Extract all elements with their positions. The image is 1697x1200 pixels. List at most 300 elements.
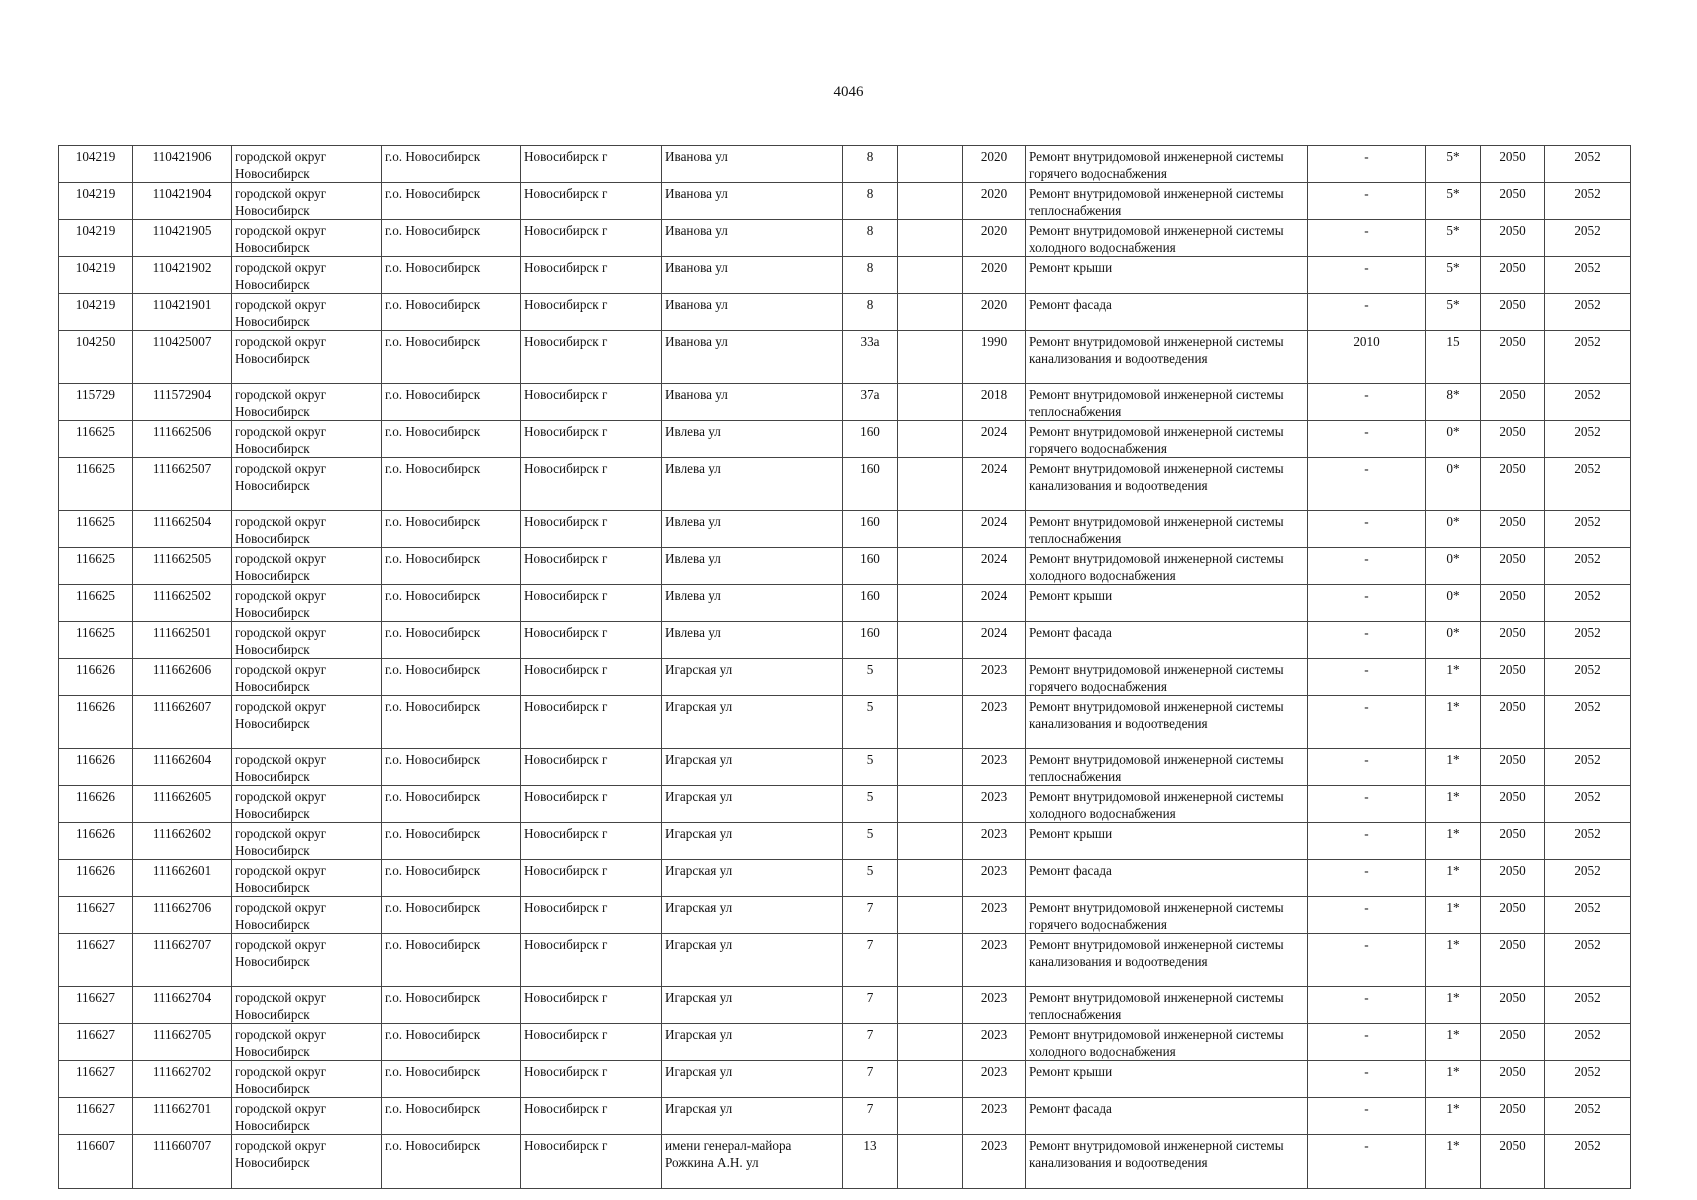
settlement-cell: Новосибирск г [521, 257, 662, 294]
object-id-cell: 116626 [59, 696, 133, 749]
value-cell: 8* [1426, 384, 1481, 421]
table-row [59, 659, 1631, 696]
table-row [59, 548, 1631, 585]
building-cell [898, 860, 963, 897]
street-cell: имени генерал-майора Рожкина А.Н. ул [662, 1135, 843, 1189]
municipality-cell: городской округ Новосибирск [232, 934, 382, 987]
last-repair-year-cell: - [1308, 1098, 1426, 1135]
planned-end-cell: 2052 [1545, 421, 1631, 458]
building-cell [898, 659, 963, 696]
street-cell: Игарская ул [662, 1061, 843, 1098]
planned-start-cell: 2050 [1481, 421, 1545, 458]
build-year-cell: 2020 [963, 220, 1026, 257]
work-type-cell: Ремонт внутридомовой инженерной системы холодного водоснабжения [1026, 1024, 1308, 1061]
house-number-cell: 7 [843, 1061, 898, 1098]
work-type-cell: Ремонт внутридомовой инженерной системы теплоснабжения [1026, 749, 1308, 786]
value-cell: 5* [1426, 146, 1481, 183]
value-cell: 5* [1426, 183, 1481, 220]
object-id-cell: 104250 [59, 331, 133, 384]
planned-start-cell: 2050 [1481, 1098, 1545, 1135]
building-cell [898, 146, 963, 183]
district-cell: г.о. Новосибирск [382, 749, 521, 786]
work-id-cell: 111662707 [133, 934, 232, 987]
object-id-cell: 116625 [59, 511, 133, 548]
municipality-cell: городской округ Новосибирск [232, 384, 382, 421]
house-number-cell: 5 [843, 696, 898, 749]
settlement-cell: Новосибирск г [521, 458, 662, 511]
municipality-cell: городской округ Новосибирск [232, 421, 382, 458]
planned-end-cell: 2052 [1545, 183, 1631, 220]
last-repair-year-cell: - [1308, 1135, 1426, 1189]
last-repair-year-cell: - [1308, 220, 1426, 257]
table-body [59, 146, 1631, 1189]
value-cell: 1* [1426, 786, 1481, 823]
last-repair-year-cell: - [1308, 294, 1426, 331]
planned-end-cell: 2052 [1545, 622, 1631, 659]
work-type-cell: Ремонт внутридомовой инженерной системы холодного водоснабжения [1026, 548, 1308, 585]
building-cell [898, 458, 963, 511]
house-number-cell: 33а [843, 331, 898, 384]
build-year-cell: 2023 [963, 897, 1026, 934]
planned-end-cell: 2052 [1545, 585, 1631, 622]
municipality-cell: городской округ Новосибирск [232, 458, 382, 511]
settlement-cell: Новосибирск г [521, 1135, 662, 1189]
street-cell: Ивлева ул [662, 421, 843, 458]
house-number-cell: 13 [843, 1135, 898, 1189]
value-cell: 0* [1426, 421, 1481, 458]
work-id-cell: 111660707 [133, 1135, 232, 1189]
district-cell: г.о. Новосибирск [382, 511, 521, 548]
district-cell: г.о. Новосибирск [382, 1135, 521, 1189]
value-cell: 15 [1426, 331, 1481, 384]
work-id-cell: 111662704 [133, 987, 232, 1024]
planned-start-cell: 2050 [1481, 1061, 1545, 1098]
build-year-cell: 1990 [963, 331, 1026, 384]
settlement-cell: Новосибирск г [521, 1098, 662, 1135]
table-row [59, 257, 1631, 294]
object-id-cell: 116607 [59, 1135, 133, 1189]
municipality-cell: городской округ Новосибирск [232, 183, 382, 220]
planned-end-cell: 2052 [1545, 548, 1631, 585]
object-id-cell: 116625 [59, 458, 133, 511]
street-cell: Ивлева ул [662, 511, 843, 548]
street-cell: Ивлева ул [662, 585, 843, 622]
object-id-cell: 116627 [59, 1061, 133, 1098]
street-cell: Иванова ул [662, 257, 843, 294]
building-cell [898, 823, 963, 860]
settlement-cell: Новосибирск г [521, 384, 662, 421]
object-id-cell: 115729 [59, 384, 133, 421]
municipality-cell: городской округ Новосибирск [232, 585, 382, 622]
value-cell: 1* [1426, 1024, 1481, 1061]
work-id-cell: 111662607 [133, 696, 232, 749]
street-cell: Игарская ул [662, 860, 843, 897]
planned-end-cell: 2052 [1545, 294, 1631, 331]
settlement-cell: Новосибирск г [521, 786, 662, 823]
work-type-cell: Ремонт внутридомовой инженерной системы холодного водоснабжения [1026, 786, 1308, 823]
planned-end-cell: 2052 [1545, 897, 1631, 934]
building-cell [898, 934, 963, 987]
planned-start-cell: 2050 [1481, 823, 1545, 860]
planned-start-cell: 2050 [1481, 257, 1545, 294]
street-cell: Ивлева ул [662, 548, 843, 585]
last-repair-year-cell: - [1308, 934, 1426, 987]
district-cell: г.о. Новосибирск [382, 696, 521, 749]
value-cell: 1* [1426, 749, 1481, 786]
street-cell: Ивлева ул [662, 622, 843, 659]
planned-start-cell: 2050 [1481, 183, 1545, 220]
planned-end-cell: 2052 [1545, 1135, 1631, 1189]
district-cell: г.о. Новосибирск [382, 659, 521, 696]
settlement-cell: Новосибирск г [521, 421, 662, 458]
street-cell: Иванова ул [662, 220, 843, 257]
planned-end-cell: 2052 [1545, 749, 1631, 786]
planned-start-cell: 2050 [1481, 146, 1545, 183]
table-row [59, 934, 1631, 987]
build-year-cell: 2024 [963, 622, 1026, 659]
work-type-cell: Ремонт фасада [1026, 294, 1308, 331]
settlement-cell: Новосибирск г [521, 934, 662, 987]
table-row [59, 511, 1631, 548]
planned-end-cell: 2052 [1545, 331, 1631, 384]
settlement-cell: Новосибирск г [521, 696, 662, 749]
build-year-cell: 2023 [963, 786, 1026, 823]
street-cell: Иванова ул [662, 294, 843, 331]
build-year-cell: 2023 [963, 934, 1026, 987]
house-number-cell: 7 [843, 1024, 898, 1061]
municipality-cell: городской округ Новосибирск [232, 1061, 382, 1098]
work-id-cell: 111662504 [133, 511, 232, 548]
table-row [59, 183, 1631, 220]
building-cell [898, 585, 963, 622]
street-cell: Игарская ул [662, 659, 843, 696]
build-year-cell: 2023 [963, 860, 1026, 897]
planned-end-cell: 2052 [1545, 220, 1631, 257]
street-cell: Ивлева ул [662, 458, 843, 511]
value-cell: 0* [1426, 511, 1481, 548]
municipality-cell: городской округ Новосибирск [232, 622, 382, 659]
last-repair-year-cell: - [1308, 659, 1426, 696]
house-number-cell: 160 [843, 458, 898, 511]
building-cell [898, 220, 963, 257]
municipality-cell: городской округ Новосибирск [232, 786, 382, 823]
planned-start-cell: 2050 [1481, 294, 1545, 331]
planned-end-cell: 2052 [1545, 823, 1631, 860]
district-cell: г.о. Новосибирск [382, 987, 521, 1024]
last-repair-year-cell: - [1308, 823, 1426, 860]
planned-end-cell: 2052 [1545, 659, 1631, 696]
planned-start-cell: 2050 [1481, 331, 1545, 384]
planned-start-cell: 2050 [1481, 696, 1545, 749]
value-cell: 1* [1426, 934, 1481, 987]
build-year-cell: 2024 [963, 585, 1026, 622]
municipality-cell: городской округ Новосибирск [232, 749, 382, 786]
settlement-cell: Новосибирск г [521, 897, 662, 934]
planned-end-cell: 2052 [1545, 987, 1631, 1024]
settlement-cell: Новосибирск г [521, 331, 662, 384]
planned-end-cell: 2052 [1545, 384, 1631, 421]
build-year-cell: 2020 [963, 183, 1026, 220]
object-id-cell: 116625 [59, 548, 133, 585]
settlement-cell: Новосибирск г [521, 548, 662, 585]
district-cell: г.о. Новосибирск [382, 458, 521, 511]
building-cell [898, 548, 963, 585]
settlement-cell: Новосибирск г [521, 749, 662, 786]
build-year-cell: 2023 [963, 696, 1026, 749]
municipality-cell: городской округ Новосибирск [232, 548, 382, 585]
district-cell: г.о. Новосибирск [382, 384, 521, 421]
value-cell: 5* [1426, 257, 1481, 294]
district-cell: г.о. Новосибирск [382, 823, 521, 860]
planned-start-cell: 2050 [1481, 987, 1545, 1024]
object-id-cell: 116627 [59, 1024, 133, 1061]
house-number-cell: 8 [843, 257, 898, 294]
last-repair-year-cell: - [1308, 585, 1426, 622]
work-type-cell: Ремонт крыши [1026, 585, 1308, 622]
street-cell: Иванова ул [662, 146, 843, 183]
work-id-cell: 111662706 [133, 897, 232, 934]
table-row [59, 294, 1631, 331]
district-cell: г.о. Новосибирск [382, 146, 521, 183]
work-type-cell: Ремонт крыши [1026, 257, 1308, 294]
district-cell: г.о. Новосибирск [382, 257, 521, 294]
object-id-cell: 116625 [59, 421, 133, 458]
house-number-cell: 160 [843, 622, 898, 659]
table-row [59, 331, 1631, 384]
object-id-cell: 104219 [59, 220, 133, 257]
last-repair-year-cell: - [1308, 384, 1426, 421]
build-year-cell: 2023 [963, 1024, 1026, 1061]
district-cell: г.о. Новосибирск [382, 622, 521, 659]
object-id-cell: 104219 [59, 294, 133, 331]
planned-end-cell: 2052 [1545, 934, 1631, 987]
district-cell: г.о. Новосибирск [382, 1061, 521, 1098]
last-repair-year-cell: - [1308, 749, 1426, 786]
work-id-cell: 110425007 [133, 331, 232, 384]
table-row [59, 1098, 1631, 1135]
last-repair-year-cell: - [1308, 421, 1426, 458]
object-id-cell: 116626 [59, 786, 133, 823]
planned-start-cell: 2050 [1481, 659, 1545, 696]
work-type-cell: Ремонт внутридомовой инженерной системы теплоснабжения [1026, 987, 1308, 1024]
table-row [59, 220, 1631, 257]
build-year-cell: 2023 [963, 1098, 1026, 1135]
building-cell [898, 749, 963, 786]
value-cell: 5* [1426, 294, 1481, 331]
object-id-cell: 104219 [59, 146, 133, 183]
work-id-cell: 111662501 [133, 622, 232, 659]
value-cell: 0* [1426, 548, 1481, 585]
building-cell [898, 987, 963, 1024]
work-type-cell: Ремонт фасада [1026, 860, 1308, 897]
municipality-cell: городской округ Новосибирск [232, 220, 382, 257]
build-year-cell: 2020 [963, 294, 1026, 331]
table-row [59, 1061, 1631, 1098]
municipality-cell: городской округ Новосибирск [232, 146, 382, 183]
last-repair-year-cell: - [1308, 146, 1426, 183]
work-id-cell: 111662505 [133, 548, 232, 585]
planned-start-cell: 2050 [1481, 1024, 1545, 1061]
last-repair-year-cell: - [1308, 548, 1426, 585]
street-cell: Игарская ул [662, 749, 843, 786]
page-number: 4046 [833, 84, 864, 100]
planned-end-cell: 2052 [1545, 1061, 1631, 1098]
house-number-cell: 5 [843, 823, 898, 860]
house-number-cell: 8 [843, 183, 898, 220]
building-cell [898, 786, 963, 823]
object-id-cell: 116627 [59, 897, 133, 934]
work-id-cell: 111662705 [133, 1024, 232, 1061]
work-id-cell: 111662702 [133, 1061, 232, 1098]
planned-end-cell: 2052 [1545, 1024, 1631, 1061]
municipality-cell: городской округ Новосибирск [232, 257, 382, 294]
value-cell: 1* [1426, 987, 1481, 1024]
district-cell: г.о. Новосибирск [382, 220, 521, 257]
planned-end-cell: 2052 [1545, 511, 1631, 548]
building-cell [898, 696, 963, 749]
last-repair-year-cell: 2010 [1308, 331, 1426, 384]
table-row [59, 622, 1631, 659]
work-type-cell: Ремонт крыши [1026, 1061, 1308, 1098]
planned-end-cell: 2052 [1545, 458, 1631, 511]
object-id-cell: 116626 [59, 659, 133, 696]
district-cell: г.о. Новосибирск [382, 421, 521, 458]
work-id-cell: 110421904 [133, 183, 232, 220]
work-type-cell: Ремонт внутридомовой инженерной системы горячего водоснабжения [1026, 421, 1308, 458]
work-type-cell: Ремонт внутридомовой инженерной системы канализования и водоотведения [1026, 331, 1308, 384]
settlement-cell: Новосибирск г [521, 146, 662, 183]
last-repair-year-cell: - [1308, 1024, 1426, 1061]
work-type-cell: Ремонт внутридомовой инженерной системы горячего водоснабжения [1026, 659, 1308, 696]
municipality-cell: городской округ Новосибирск [232, 897, 382, 934]
building-cell [898, 1098, 963, 1135]
planned-start-cell: 2050 [1481, 585, 1545, 622]
house-number-cell: 37а [843, 384, 898, 421]
planned-end-cell: 2052 [1545, 257, 1631, 294]
object-id-cell: 116627 [59, 987, 133, 1024]
planned-start-cell: 2050 [1481, 458, 1545, 511]
work-id-cell: 111662701 [133, 1098, 232, 1135]
planned-start-cell: 2050 [1481, 934, 1545, 987]
work-id-cell: 111662506 [133, 421, 232, 458]
work-id-cell: 111662507 [133, 458, 232, 511]
house-number-cell: 7 [843, 897, 898, 934]
street-cell: Игарская ул [662, 696, 843, 749]
work-id-cell: 110421906 [133, 146, 232, 183]
building-cell [898, 1061, 963, 1098]
planned-start-cell: 2050 [1481, 786, 1545, 823]
planned-start-cell: 2050 [1481, 622, 1545, 659]
build-year-cell: 2023 [963, 823, 1026, 860]
planned-start-cell: 2050 [1481, 897, 1545, 934]
table-row [59, 458, 1631, 511]
street-cell: Иванова ул [662, 183, 843, 220]
street-cell: Игарская ул [662, 823, 843, 860]
table-row [59, 823, 1631, 860]
street-cell: Игарская ул [662, 987, 843, 1024]
municipality-cell: городской округ Новосибирск [232, 823, 382, 860]
build-year-cell: 2024 [963, 548, 1026, 585]
settlement-cell: Новосибирск г [521, 823, 662, 860]
table-row [59, 585, 1631, 622]
settlement-cell: Новосибирск г [521, 183, 662, 220]
building-cell [898, 1135, 963, 1189]
value-cell: 5* [1426, 220, 1481, 257]
last-repair-year-cell: - [1308, 786, 1426, 823]
settlement-cell: Новосибирск г [521, 220, 662, 257]
district-cell: г.о. Новосибирск [382, 897, 521, 934]
house-number-cell: 5 [843, 749, 898, 786]
object-id-cell: 116625 [59, 585, 133, 622]
work-type-cell: Ремонт внутридомовой инженерной системы теплоснабжения [1026, 511, 1308, 548]
last-repair-year-cell: - [1308, 458, 1426, 511]
work-type-cell: Ремонт внутридомовой инженерной системы теплоснабжения [1026, 183, 1308, 220]
district-cell: г.о. Новосибирск [382, 331, 521, 384]
street-cell: Игарская ул [662, 786, 843, 823]
work-type-cell: Ремонт фасада [1026, 1098, 1308, 1135]
table-row [59, 384, 1631, 421]
table-row [59, 421, 1631, 458]
work-id-cell: 111662605 [133, 786, 232, 823]
last-repair-year-cell: - [1308, 1061, 1426, 1098]
house-number-cell: 8 [843, 220, 898, 257]
work-id-cell: 110421905 [133, 220, 232, 257]
last-repair-year-cell: - [1308, 987, 1426, 1024]
work-type-cell: Ремонт внутридомовой инженерной системы канализования и водоотведения [1026, 458, 1308, 511]
municipality-cell: городской округ Новосибирск [232, 331, 382, 384]
table-row [59, 897, 1631, 934]
district-cell: г.о. Новосибирск [382, 548, 521, 585]
work-id-cell: 111662601 [133, 860, 232, 897]
work-type-cell: Ремонт внутридомовой инженерной системы холодного водоснабжения [1026, 220, 1308, 257]
house-number-cell: 5 [843, 860, 898, 897]
last-repair-year-cell: - [1308, 860, 1426, 897]
district-cell: г.о. Новосибирск [382, 183, 521, 220]
table-row [59, 786, 1631, 823]
building-cell [898, 331, 963, 384]
municipality-cell: городской округ Новосибирск [232, 659, 382, 696]
build-year-cell: 2018 [963, 384, 1026, 421]
build-year-cell: 2024 [963, 511, 1026, 548]
house-number-cell: 160 [843, 585, 898, 622]
table-row [59, 696, 1631, 749]
value-cell: 0* [1426, 458, 1481, 511]
settlement-cell: Новосибирск г [521, 1061, 662, 1098]
work-id-cell: 110421902 [133, 257, 232, 294]
work-type-cell: Ремонт внутридомовой инженерной системы канализования и водоотведения [1026, 1135, 1308, 1189]
work-id-cell: 111662602 [133, 823, 232, 860]
house-number-cell: 8 [843, 294, 898, 331]
table-row [59, 1135, 1631, 1189]
object-id-cell: 116626 [59, 749, 133, 786]
planned-end-cell: 2052 [1545, 786, 1631, 823]
street-cell: Игарская ул [662, 934, 843, 987]
object-id-cell: 104219 [59, 183, 133, 220]
value-cell: 1* [1426, 1098, 1481, 1135]
table-row [59, 987, 1631, 1024]
municipality-cell: городской округ Новосибирск [232, 1135, 382, 1189]
house-number-cell: 5 [843, 659, 898, 696]
district-cell: г.о. Новосибирск [382, 934, 521, 987]
last-repair-year-cell: - [1308, 897, 1426, 934]
house-number-cell: 5 [843, 786, 898, 823]
value-cell: 0* [1426, 585, 1481, 622]
municipality-cell: городской округ Новосибирск [232, 860, 382, 897]
settlement-cell: Новосибирск г [521, 1024, 662, 1061]
build-year-cell: 2023 [963, 749, 1026, 786]
house-number-cell: 160 [843, 548, 898, 585]
object-id-cell: 116626 [59, 860, 133, 897]
